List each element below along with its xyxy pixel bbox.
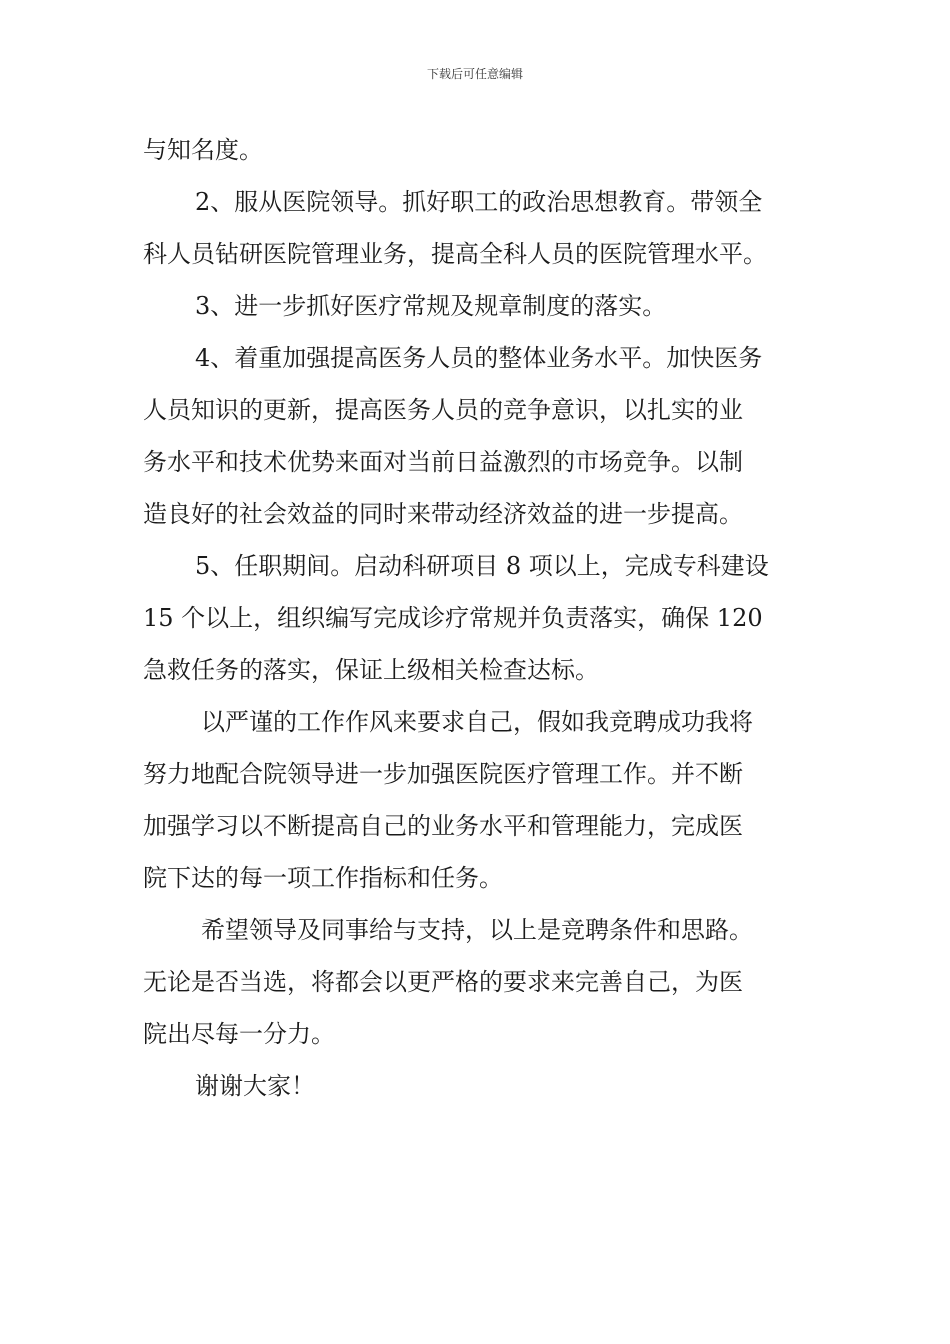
paragraph-line: 以严谨的工作作风来要求自己，假如我竞聘成功我将 [201,708,753,736]
paragraph-line: 院下达的每一项工作指标和任务。 [143,864,503,892]
closing-line: 谢谢大家！ [195,1072,315,1100]
paragraph-line: 务水平和技术优势来面对当前日益激烈的市场竞争。以制 [143,448,743,476]
paragraph-line: 无论是否当选，将都会以更严格的要求来完善自己，为医 [143,968,743,996]
paragraph-line: 院出尽每一分力。 [143,1020,335,1048]
paragraph-line: 4、着重加强提高医务人员的整体业务水平。加快医务 [195,344,763,372]
paragraph-line: 15 个以上，组织编写完成诊疗常规并负责落实，确保 120 [143,604,763,632]
paragraph-line: 人员知识的更新，提高医务人员的竞争意识，以扎实的业 [143,396,743,424]
paragraph-line: 与知名度。 [143,136,263,164]
paragraph-line: 科人员钻研医院管理业务，提高全科人员的医院管理水平。 [143,240,767,268]
paragraph-line: 加强学习以不断提高自己的业务水平和管理能力，完成医 [143,812,743,840]
paragraph-line: 2、服从医院领导。抓好职工的政治思想教育。带领全 [195,188,763,216]
paragraph-line: 5、任职期间。启动科研项目 8 项以上，完成专科建设 [195,552,769,580]
paragraph-line: 急救任务的落实，保证上级相关检查达标。 [143,656,599,684]
paragraph-line: 希望领导及同事给与支持，以上是竞聘条件和思路。 [201,916,753,944]
document-body [143,124,811,1112]
paragraph-line: 3、进一步抓好医疗常规及规章制度的落实。 [195,292,667,320]
page-header: 下载后可任意编辑 [426,67,523,81]
paragraph-line: 造良好的社会效益的同时来带动经济效益的进一步提高。 [143,500,743,528]
paragraph-line: 努力地配合院领导进一步加强医院医疗管理工作。并不断 [143,760,743,788]
